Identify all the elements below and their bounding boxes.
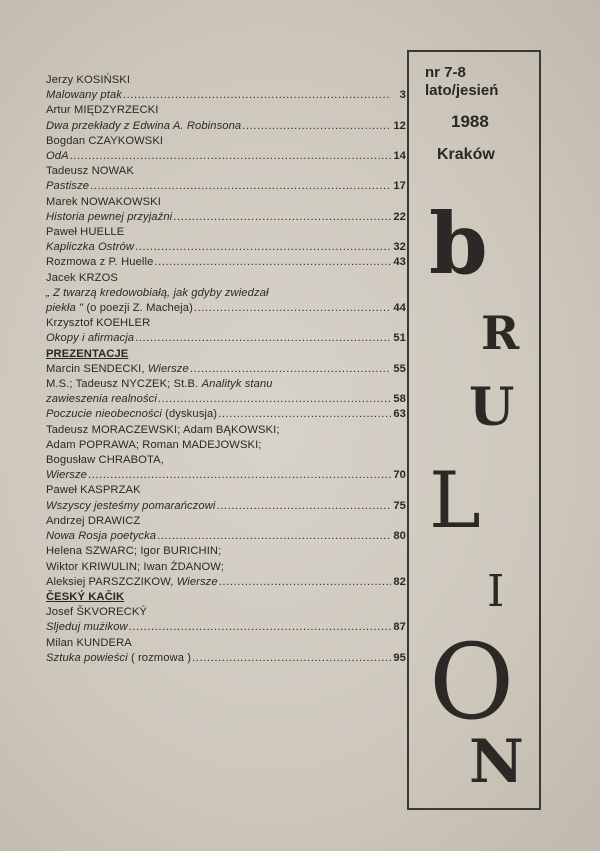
toc-page-number: 75 [393, 499, 406, 512]
toc-page-number: 58 [393, 393, 406, 406]
toc-page-number: 44 [393, 302, 406, 315]
toc-title: Sljeduj mużikow [46, 621, 128, 634]
toc-entry [46, 149, 406, 164]
toc-entry [46, 210, 406, 225]
toc-entry [46, 620, 406, 635]
toc-entry [46, 392, 406, 407]
toc-entry [46, 529, 406, 544]
toc-author: Wiktor KRIWULIN; Iwan ŻDANOW; [46, 560, 224, 573]
logo-letter-o: O [429, 621, 515, 743]
leader-dots [158, 392, 391, 407]
toc-author: Jacek KRZOS [46, 271, 118, 284]
toc-author: Adam POPRAWA; Roman MADEJOWSKI; [46, 438, 262, 451]
toc-page-number: 12 [393, 119, 406, 132]
toc-title: Wiersze [176, 575, 218, 588]
toc-author: M.S.; Tadeusz NYCZEK; St.B. [46, 378, 199, 391]
toc-entry [46, 575, 406, 590]
toc-page-number: 14 [393, 150, 406, 163]
toc-page-number: 43 [393, 256, 406, 269]
issue-year: 1988 [451, 112, 489, 131]
toc-entry [46, 179, 406, 194]
toc-author: Artur MIĘDZYRZECKI [46, 104, 159, 117]
leader-dots [70, 149, 391, 164]
logo-letter-b: b [429, 194, 488, 293]
leader-dots [90, 179, 391, 194]
issue-number: nr 7-8 [425, 64, 466, 81]
toc-page-number: 32 [393, 241, 406, 254]
leader-dots [129, 620, 391, 635]
toc-author: Paweł HUELLE [46, 226, 125, 239]
toc-page-number: 70 [393, 469, 406, 482]
toc-title: Pastisze [46, 180, 90, 193]
toc-author: Bogusław CHRABOTA, [46, 454, 164, 467]
leader-dots [217, 499, 391, 514]
toc-note: (o poezji Z. Macheja) [86, 302, 193, 315]
toc-page-number: 51 [393, 332, 406, 345]
issue-city: Kraków [437, 146, 495, 163]
toc-note: ( rozmowa ) [130, 651, 192, 664]
leader-dots [135, 240, 391, 255]
toc-title: piekła " [46, 302, 84, 315]
toc-entry [46, 301, 406, 316]
toc-entry [46, 255, 406, 270]
toc-page-number: 95 [393, 651, 406, 664]
logo-letter-u: U [469, 377, 515, 438]
toc-entry [46, 362, 406, 377]
leader-dots [123, 88, 391, 103]
toc-entry [46, 377, 406, 392]
toc-title: Rozmowa z P. Huelle [46, 256, 154, 269]
leader-dots [173, 210, 391, 225]
toc-author: Jerzy KOSIŃSKI [46, 74, 131, 86]
toc-title: Dwa przekłady z Edwina A. Robinsona [46, 119, 242, 132]
toc-page-number: 80 [393, 530, 406, 543]
toc-title: Sztuka powieści [46, 651, 128, 664]
toc-author: Paweł KASPRZAK [46, 484, 141, 497]
section-heading-cesky-kacik: ČESKÝ KAČIK [46, 590, 125, 603]
logo-letter-l: L [429, 456, 481, 546]
toc-page-number: 87 [393, 621, 406, 634]
issue-season: lato/jesień [425, 82, 499, 99]
toc-title: Malowany ptak [46, 89, 122, 102]
toc-title: Nowa Rosja poetycka [46, 530, 157, 543]
toc-page-number: 55 [393, 362, 406, 375]
logo-letter-n: N [469, 727, 524, 797]
masthead-box [407, 50, 541, 810]
toc-entry [46, 407, 406, 422]
toc-entry [46, 651, 406, 666]
toc-page-number: 17 [393, 180, 406, 193]
toc-entry [46, 240, 406, 255]
toc-title: Wszyscy jesteśmy pomarańczowi [46, 499, 216, 512]
toc-author: Milan KUNDERA [46, 636, 132, 649]
toc-entry [46, 468, 406, 483]
toc-author: Aleksiej PARSZCZIKOW, [46, 575, 174, 588]
toc-title: OdA [46, 150, 69, 163]
leader-dots [194, 301, 391, 316]
toc-author: Andrzej DRAWICZ [46, 514, 141, 527]
table-of-contents [46, 73, 406, 666]
toc-title: Poczucie nieobecności [46, 408, 162, 421]
toc-title: Analityk stanu [201, 378, 273, 391]
toc-title: Wiersze [46, 469, 88, 482]
leader-dots [219, 575, 391, 590]
leader-dots [157, 529, 391, 544]
toc-title: Okopy i afirmacja [46, 332, 135, 345]
toc-author: Helena SZWARC; Igor BURICHIN; [46, 545, 222, 558]
toc-entry [46, 88, 406, 103]
leader-dots [190, 362, 391, 377]
leader-dots [218, 407, 391, 422]
toc-note: (dyskusja) [165, 408, 218, 421]
section-heading-prezentacje: PREZENTACJE [46, 347, 129, 360]
toc-title: Historia pewnej przyjaźni [46, 210, 173, 223]
toc-author: Tadeusz NOWAK [46, 165, 134, 178]
toc-entry [46, 331, 406, 346]
toc-page-number: 82 [393, 575, 406, 588]
toc-title: zawieszenia realności [46, 393, 157, 406]
toc-page-number: 63 [393, 408, 406, 421]
toc-author: Marcin SENDECKI, [46, 362, 145, 375]
leader-dots [135, 331, 391, 346]
leader-dots [88, 468, 391, 483]
toc-title: Kapliczka Ostrów [46, 241, 135, 254]
leader-dots [242, 119, 391, 134]
toc-author: Marek NOWAKOWSKI [46, 195, 161, 208]
toc-entry [46, 119, 406, 134]
leader-dots [192, 651, 391, 666]
leader-dots [154, 255, 391, 270]
toc-author: Krzysztof KOEHLER [46, 317, 151, 330]
toc-title: „ Z twarzą kredowobiałą, jak gdyby zwiedzał [46, 286, 269, 299]
logo-letter-i: I [487, 566, 505, 617]
logo-letter-r: R [481, 306, 520, 360]
toc-title: Wiersze [147, 362, 189, 375]
toc-page-number: 22 [393, 210, 406, 223]
toc-author: Tadeusz MORACZEWSKI; Adam BĄKOWSKI; [46, 423, 280, 436]
toc-entry [46, 499, 406, 514]
toc-page-number: 3 [399, 89, 406, 102]
toc-author: Bogdan CZAYKOWSKI [46, 134, 164, 147]
toc-author: Josef ŠKVORECKÝ [46, 606, 147, 619]
